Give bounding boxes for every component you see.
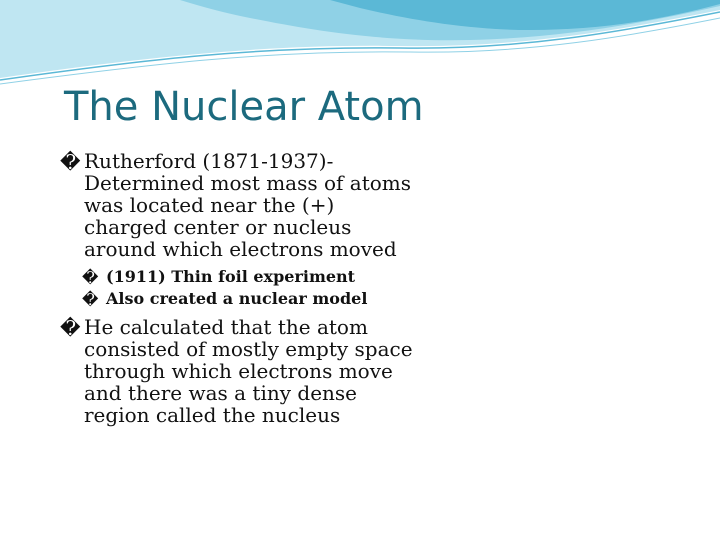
bullet-icon: � (60, 316, 81, 340)
sub-list-item-text: Also created a nuclear model (106, 289, 368, 308)
slide-title: The Nuclear Atom (64, 84, 424, 130)
bullet-icon: � (60, 150, 81, 174)
list-item-text: He calculated that the atom consisted of mostly empty space through which electrons move and there was a tiny dense region called the nucleus (84, 315, 413, 427)
header-wave-decoration (0, 0, 720, 90)
slide-body (60, 150, 420, 426)
list-item-text: Rutherford (1871-1937)-Determined most mass of atoms was located near the (+) charged center or nucleus around which electrons moved (84, 149, 412, 261)
bullet-icon: � (82, 268, 99, 287)
sub-list-item (60, 266, 420, 288)
bullet-icon: � (82, 290, 99, 309)
sub-list-item (60, 288, 420, 310)
sub-list-item-text: (1911) Thin foil experiment (106, 267, 356, 286)
list-item (60, 150, 420, 260)
list-item (60, 316, 420, 426)
